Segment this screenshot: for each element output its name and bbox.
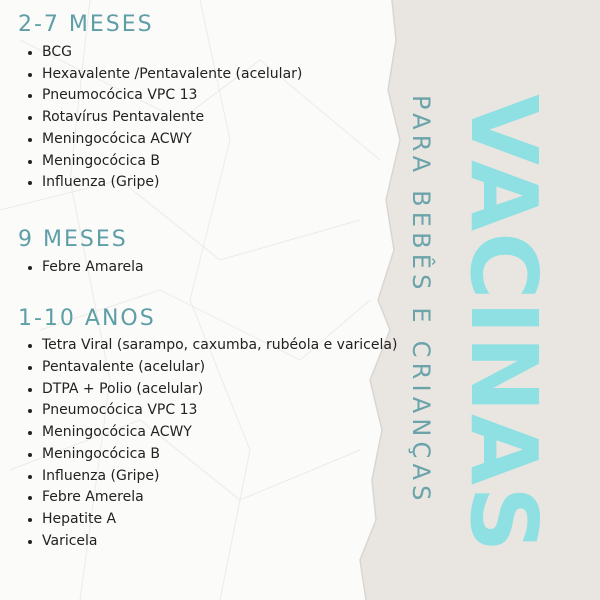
section-9-meses (18, 223, 144, 279)
list-item: Meningocócica ACWY (18, 129, 398, 151)
list-item: Hexavalente /Pentavalente (acelular) (18, 64, 398, 86)
vaccine-list (18, 42, 398, 194)
list-item: Meningocócica B (18, 151, 398, 173)
vaccine-list (18, 257, 144, 279)
list-item: BCG (18, 42, 398, 64)
list-item: Varicela (18, 531, 397, 553)
subtitle: PARA BEBÊS E CRIANÇAS (407, 95, 435, 506)
vaccine-schedule (18, 8, 398, 549)
section-title: 9 MESES (18, 227, 128, 252)
list-item: Influenza (Gripe) (18, 172, 398, 194)
list-item: Pentavalente (acelular) (18, 357, 397, 379)
section-2-7-meses (18, 8, 398, 194)
section-1-10-anos (18, 302, 397, 552)
section-title: 1-10 ANOS (18, 306, 156, 331)
vaccine-list (18, 336, 397, 552)
list-item: Tetra Viral (sarampo, caxumba, rubéola e varicela) (18, 336, 397, 357)
main-title-vacinas: VACINAS (450, 94, 557, 554)
list-item: Pneumocócica VPC 13 (18, 85, 398, 107)
list-item: Febre Amarela (18, 257, 144, 279)
list-item: Hepatite A (18, 509, 397, 531)
section-title: 2-7 MESES (18, 12, 154, 37)
list-item: Meningocócica ACWY (18, 422, 397, 444)
list-item: Pneumocócica VPC 13 (18, 400, 397, 422)
list-item: Febre Amerela (18, 487, 397, 509)
list-item: Rotavírus Pentavalente (18, 107, 398, 129)
list-item: Meningocócica B (18, 444, 397, 466)
list-item: Influenza (Gripe) (18, 466, 397, 488)
list-item: DTPA + Polio (acelular) (18, 379, 397, 401)
